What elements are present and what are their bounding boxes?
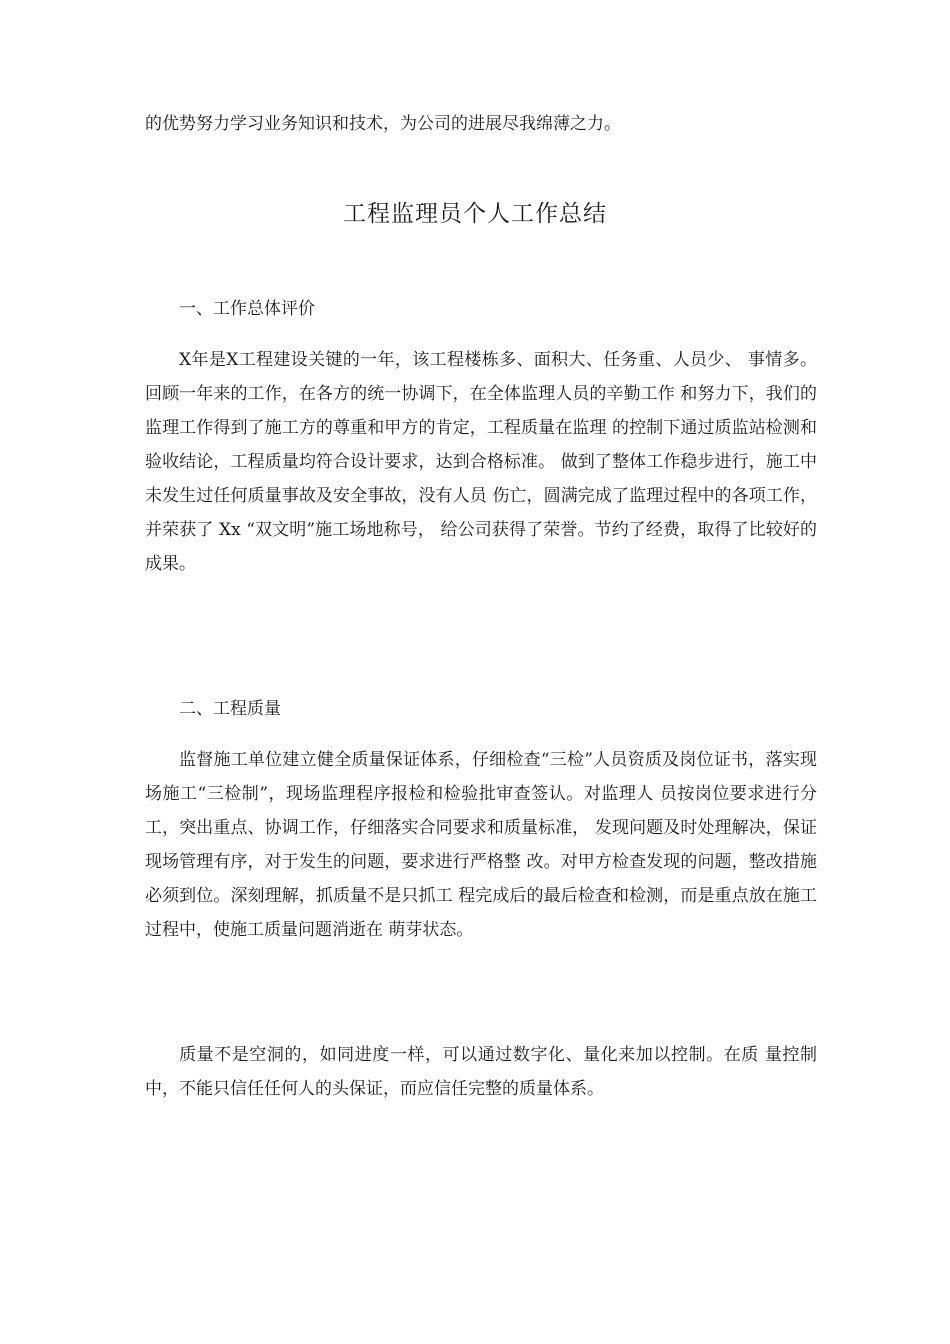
section-heading-quality: 二、工程质量 [179,699,281,719]
paragraph-quality-control: 质量不是空洞的，如同进度一样，可以通过数字化、量化来加以控制。在质 量控制中，不能只信任任何人的头保证，而应信任完整的质量体系。 [145,1045,817,1099]
section-heading-evaluation: 一、工作总体评价 [179,299,315,319]
paragraph-quality-system: 监督施工单位建立健全质量保证体系，仔细检查“三检”人员资质及岗位证书，落实现场施工“三检制”，现场监理程序报检和检验批审查签认。对监理人 员按岗位要求进行分工，突出重点、协调工作，仔细落实合同要求和质量标准， 发现问题及时处理解决，保证现场管理有序，对于发生的问题，要求进行严格整 改。对甲方检查发现的问题，整改措施必须到位。深刻理解，抓质量不是只抓工 程完成后的最后检查和检测，而是重点放在施工过程中，使施工质量问题消逝在 萌芽状态。 [145,750,817,940]
document-title: 工程监理员个人工作总结 [343,201,607,227]
carryover-paragraph: 的优势努力学习业务知识和技术，为公司的进展尽我绵薄之力。 [145,114,621,134]
paragraph-evaluation: X年是X工程建设关键的一年，该工程楼栋多、面积大、任务重、人员少、 事情多。回顾一年来的工作，在各方的统一协调下，在全体监理人员的辛勤工作 和努力下，我们的监理工作得到了施工方的尊重和甲方的肯定，工程质量在监理 的控制下通过质监站检测和验收结论，工程质量均符合设计要求，达到合格标准。 做到了整体工作稳步进行，施工中未发生过任何质量事故及安全事故，没有人员 伤亡，圆满完成了监理过程中的各项工作，并荣获了 Xx “双文明”施工场地称号， 给公司获得了荣誉。节约了经费，取得了比较好的成果。 [145,350,817,574]
